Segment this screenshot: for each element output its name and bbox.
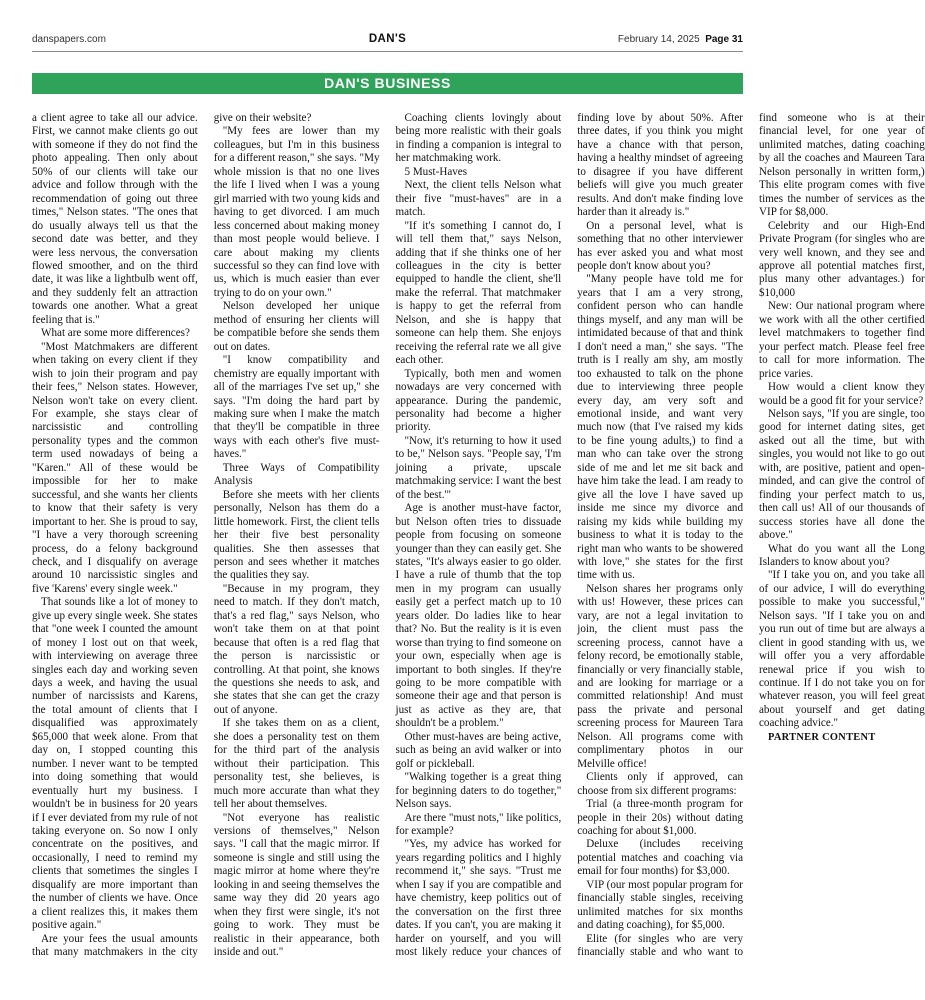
paragraph: New: Our national program where we work with all the other certified level matchmakers to together find your perfect match. Please feel free to call for more information. The price varies. — [759, 300, 925, 380]
paragraph: VIP (our most popular program for financially stable singles, receiving unlimited matches for six months and dating coaching), for $5,000. — [577, 878, 743, 932]
paragraph: "Walking together is a great thing for beginning daters to do together," Nelson says. — [395, 771, 562, 811]
header-rule — [32, 51, 743, 52]
subheading-question: What are some more differences? — [41, 327, 190, 340]
paragraph: "If it's something I cannot do, I will tell them that," says Nelson, adding that if she thinks one of her colleagues in the city is better equipped to handle the client, she'll make the referral. That matchmaker is happy to get the referral from Nelson, and she is happy that someone can help them. She enjoys receiving the referral rate we all give each other. — [395, 219, 562, 367]
paragraph: Elite (for singles who are very financially stable and who want to find someone who is at their financial level, for one year of unlimited matches, dating coaching by all the coaches and Maureen Tara Nelson personally in written form,) This elite program comes with five times the number of services as the VIP for $8,000. — [577, 112, 925, 959]
paragraph: That sounds like a lot of money to give up every single week. She states that "one week I counted the amount of money I lost out on that week, with interviewing on average three singles each day and working seven days a week, and having the usual number of narcissists and Karens, the total amount of clients that I disqualified was approximately $65,000 that week alone. From that day on, I stopped counting this number. I never want to be tempted into doing something that would eventually hurt my business. I wouldn't be in business for 20 years if I ever deviated from my rule of not taking everyone on. So now I only concentrate on the positives, and occasionally, I need to remind my clients that sometimes the singles I disqualify are more important than the number of clients we have. Once a client realizes this, it makes them positive again." — [32, 596, 198, 932]
issue-date: February 14, 2025 — [617, 34, 700, 45]
paragraph: How would a client know they would be a good fit for your service? — [759, 381, 925, 407]
paragraph: Deluxe (includes receiving potential matches and coaching via email for four months) for $3,000. — [577, 838, 743, 878]
site-url[interactable]: danspapers.com — [32, 34, 106, 45]
paragraph: Are there "must nots," like politics, for example? — [395, 811, 562, 838]
paragraph: Trial (a three-month program for people in their 20s) without dating coaching for about $1,000. — [577, 798, 743, 838]
paragraph: "My fees are lower than my colleagues, but I'm in this business for a different reason," she says. "My whole mission is that no one lives the life I lived when I was a young girl married with two young kids and having to get divorced. I am much less concerned about making money than most people would believe. I care about making my clients successful so they can find love with us, which is much easier than ever trying to do on your own." — [213, 125, 380, 299]
paragraph: Celebrity and our High-End Private Program (for singles who are very well known, and they see and approve all potential matches first, plus many other advantages.) for $10,000 — [759, 219, 925, 299]
article-body — [32, 112, 925, 970]
paragraph: Coaching clients lovingly about being more realistic with their goals in finding a companion is integral to her matchmaking work. — [395, 112, 562, 165]
paragraph: "Now, it's returning to how it used to be," Nelson says. "People say, 'I'm joining a private, upscale matchmaking service: I want the best of the best.'" — [395, 434, 562, 501]
paragraph: Clients only if approved, can choose from six different programs: — [577, 771, 743, 797]
paragraph: Nelson says, "If you are single, too good for internet dating sites, get asked out all the time, but with singles, you would not like to go out with, are positive, patient and open-minded, and can give the control of finding your perfect match to us, then call us! All of our thousands of success stories have all done the above." — [759, 407, 925, 542]
subheading: 5 Must-Haves — [404, 165, 468, 178]
issue-date-and-page — [618, 34, 743, 45]
paragraph: Other must-haves are being active, such as being an avid walker or into golf or pickleball. — [395, 730, 562, 770]
paragraph: a client agree to take all our advice. First, we cannot make clients go out with someone if they do not find the photo appealing. Then only about 50% of our clients will take our advice and follow through with the recommendation of going out three times," Nelson states. "The ones that do usually always tell us that the second date was better, and they were less nervous, the conversation flowed smoother, and on the third date, it was like a lightbulb went off, and they suddenly felt an attraction towards one another. What a great feeling that is." — [32, 112, 198, 326]
paragraph: "I know compatibility and chemistry are equally important with all of the marriages I've set up," she says. "I'm doing the hard part by making sure when I make the match that they'll be compatible in three ways with each other's five must-haves." — [213, 354, 380, 461]
paragraph: "Many people have told me for years that I am a very strong, confident person who can handle things myself, and any man will be intimidated because of that and think I don't need a man," she says. "The truth is I really am shy, am mostly too exhausted to talk on the phone due to interviewing three people every day, am very soft and emotional inside, and want very much now (that I've raised my kids to be fine young adults,) to find a man who can take over the strong side of me and let me sit back and have him take the lead. I am ready to give all the love I have saved up inside me since my divorce and raising my kids while building my business to what it is today to the right man who wants to be showered with love," she states for the first time with us. — [577, 273, 743, 582]
paragraph: What do you want all the Long Islanders to know about you? — [759, 542, 925, 568]
paragraph: Before she meets with her clients personally, Nelson has them do a little homework. First, the client tells her their five best personality qualities. She then assesses that person and sees whether it matches the qualities they say. — [213, 488, 380, 582]
paragraph: "If I take you on, and you take all of our advice, I will do everything possible to make you successful," Nelson says. "If I take you on and you run out of time but are always a client in good standing with us, we will offer you a very affordable renewal price if you wish to continue. If I do not take you on for whatever reason, you will feel great about yourself and get dating coaching advice." — [759, 569, 925, 730]
publication-name: DAN'S — [368, 33, 407, 45]
page-header — [32, 30, 743, 50]
section-banner: DAN'S BUSINESS — [32, 73, 743, 94]
page-number: Page 31 — [705, 34, 743, 45]
paragraph: "Not everyone has realistic versions of themselves," Nelson says. "I call that the magic mirror. If someone is single and still using the magic mirror at home where they're looking in and seeing themselves the same way they did 20 years ago when they first were single, it's not going to work. They must be realistic in their appearance, both inside and out." — [213, 811, 380, 959]
paragraph: If she takes them on as a client, she does a personality test on them for the third part of the analysis without their participation. This personality test, she believes, is much more accurate than what they tell her about themselves. — [213, 717, 380, 811]
paragraph: Are your fees the usual amounts that many matchmakers in the city give on their website? — [32, 112, 312, 959]
paragraph: Typically, both men and women nowadays are very concerned with appearance. During the pandemic, personality had become a higher priority. — [395, 367, 562, 434]
paragraph: "Yes, my advice has worked for years regarding politics and I highly recommend it," she says. "Trust me when I say if you are compatible and have chemistry, keep politics out of the conversation on the first three dates. If you can't, you are making it harder on yourself, and you will most likely reduce your chances of finding love by about 50%. After three dates, if you think you might have a chance with that person, having a healthy mindset of agreeing to disagree if you have different beliefs will give you much greater results. And don't make finding love harder than it already is." — [395, 112, 743, 959]
subheading: Three Ways of Compatibility Analysis — [213, 461, 380, 488]
paragraph: "Most Matchmakers are different when taking on every client if they wish to join their program and pay their fees," Nelson states. However, Nelson won't take on every client. For example, she stays clear of narcissistic and controlling personality types and the common term used nowadays of being a "Karen." All of these would be impossible for her to make successful, and she wants her clients to know that their safety is very important to her. She is proud to say, "I have a very thorough screening process, do a felony background check, and I disqualify on average around 10 narcissistic singles and five 'Karens' every single week." — [32, 340, 198, 595]
paragraph: Nelson developed her unique method of ensuring her clients will be compatible before she sends them out on dates. — [213, 300, 380, 353]
paragraph: On a personal level, what is something that no other interviewer has ever asked you and what most people don't know about you? — [577, 219, 743, 272]
paragraph: Nelson shares her programs only with us! However, these prices can vary, are not a legal invitation to join, the client must pass the screening process, cannot have a felony record, be emotionally stable, financially or very financially stable, and are looking for marriage or a committed relationship! And must pass the private and personal screening process for Maureen Tara Nelson. All programs come with complimentary photos in our Melville office! — [577, 582, 743, 770]
paragraph: "Because in my program, they need to match. If they don't match, that's a red flag," says Nelson, who won't take them on at that point because that often is a red flag that the person is narcissistic or controlling. At that point, she knows the questions she needs to ask, and she states that she can get the crazy out of anyone. — [213, 582, 380, 716]
paragraph: Age is another must-have factor, but Nelson often tries to dissuade people from focusing on someone younger than they can easily get. She states, "It's always easier to go older. I have a rule of thumb that the top men in my program can usually easily get a perfect match up to 10 years older. Do ladies like to hear that? No. But the reality is it is even worse than trying to find someone on your own, especially when age is important to both singles. If they're going to be more compatible with someone their age and that person is just as active as they are, that shouldn't be a problem." — [395, 502, 562, 730]
paragraph: Next, the client tells Nelson what their five "must-haves" are in a match. — [395, 179, 562, 219]
partner-content-label: PARTNER CONTENT — [768, 731, 876, 743]
